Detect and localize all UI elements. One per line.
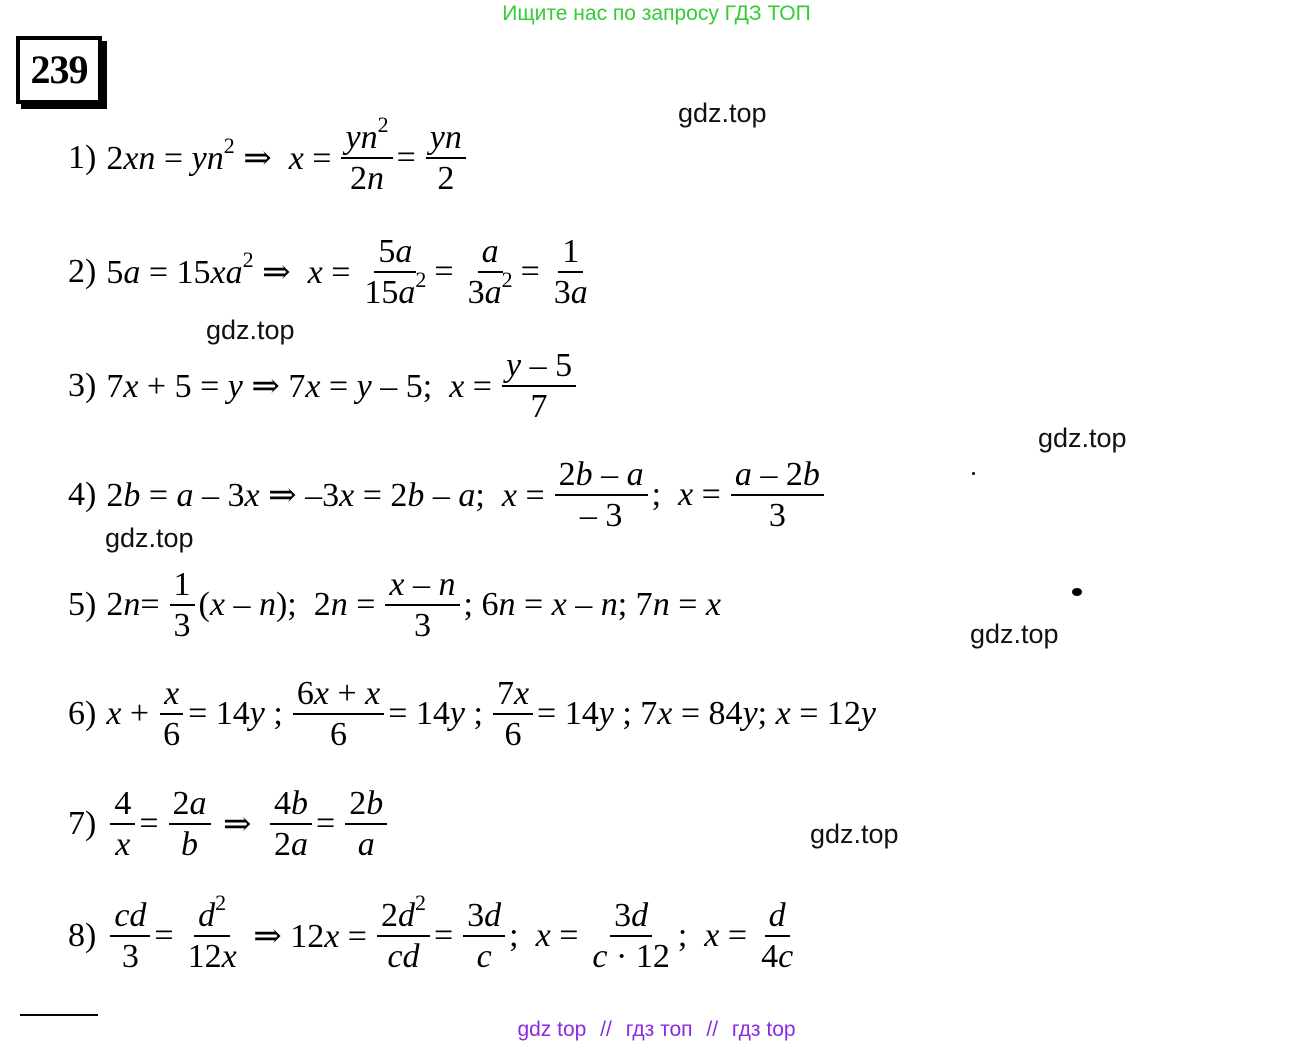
solution-line-3 bbox=[68, 346, 580, 426]
fraction: $\frac{5a}{15a^2}$ bbox=[364, 233, 427, 312]
solution-number: 6) bbox=[68, 695, 97, 733]
fraction: $\frac{4}{x}$ bbox=[110, 784, 135, 864]
fraction: $\frac{7x}{6}$ bbox=[493, 674, 533, 754]
fraction: $\frac{1}{3a}$ bbox=[553, 233, 588, 312]
footer-links bbox=[0, 1018, 1313, 1042]
solution-number: 1) bbox=[68, 139, 97, 177]
solution-line-1: 1) $2xn = yn^2$ ⇒ x = $\frac{yn^2}{2n}$ = $\frac{yn}{2}$ bbox=[68, 118, 470, 198]
watermark: gdz.top bbox=[105, 523, 194, 553]
fraction: $\frac{2b - a}{- 3}$ bbox=[555, 455, 648, 535]
solution-number: 3) bbox=[68, 367, 97, 405]
problem-number-box bbox=[16, 36, 102, 104]
problem-number: 239 bbox=[30, 47, 88, 92]
fraction: $\frac{2b}{a}$ bbox=[345, 784, 387, 864]
fraction: $\frac{a - 2b}{3}$ bbox=[731, 455, 824, 535]
fraction: $\frac{4b}{2a}$ bbox=[270, 784, 312, 864]
fraction: $\frac{d}{4c}$ bbox=[761, 897, 794, 976]
solution-number: 2) bbox=[68, 253, 97, 291]
watermark: gdz.top bbox=[1038, 423, 1127, 453]
watermark: gdz.top bbox=[678, 98, 767, 128]
fraction: $\frac{yn^2}{2n}$ bbox=[341, 118, 392, 198]
fraction: $\frac{2d^2}{cd}$ bbox=[377, 896, 430, 976]
fraction: $\frac{x - n}{3}$ bbox=[385, 565, 459, 645]
watermark: gdz.top bbox=[970, 619, 1059, 649]
solution-number: 7) bbox=[68, 805, 97, 843]
solution-number: 5) bbox=[68, 586, 97, 624]
scan-speck bbox=[1072, 588, 1082, 596]
footnote-rule bbox=[20, 1014, 98, 1016]
solution-line-2: 2) $5a = 15xa^2$ ⇒ x = $\frac{5a}{15a^2}$ = $\frac{a}{3a^2}$ = $\frac{1}{3a}$ bbox=[68, 232, 596, 312]
equation: $2xn = yn^2$ ⇒ x = bbox=[106, 133, 332, 178]
watermark: gdz.top bbox=[810, 819, 899, 849]
equation: 2n= bbox=[106, 586, 160, 624]
fraction: $\frac{6x + x}{6}$ bbox=[293, 674, 384, 754]
fraction: $\frac{d^2}{12x}$ bbox=[187, 890, 237, 976]
solution-line-7: 7) $\frac{4}{x}$ = $\frac{2a}{b}$ ⇒ $\frac{4b}{2a}$ = $\frac{2b}{a}$ bbox=[68, 784, 391, 864]
fraction: $\frac{y - 5}{7}$ bbox=[502, 346, 576, 426]
solution-number: 8) bbox=[68, 917, 97, 955]
equation: 7x + 5 = y ⇒ 7x = y – 5; x = bbox=[106, 368, 492, 406]
header-banner: Ищите нас по запросу ГДЗ ТОП bbox=[502, 2, 811, 25]
equation: 2b = a – 3x ⇒ –3x = 2b – a; x = bbox=[106, 477, 545, 515]
solution-line-5: 5) 2n= $\frac{1}{3}$ (x – n); 2n = $\frac{x - n}{3}$ ; 6n = x – n; 7n = x bbox=[68, 566, 721, 645]
fraction: $\frac{1}{3}$ bbox=[170, 565, 195, 645]
watermark: gdz.top bbox=[206, 315, 295, 345]
solution-line-4: 4) 2b = a – 3x ⇒ –3x = 2b – a; x = $\frac{2b - a}{- 3}$ ; x = $\frac{a - 2b}{3}$ bbox=[68, 455, 828, 535]
fraction: $\frac{2a}{b}$ bbox=[169, 784, 211, 864]
fraction: $\frac{cd}{3}$ bbox=[110, 896, 150, 976]
equation: x + bbox=[106, 695, 150, 733]
fraction: $\frac{yn}{2}$ bbox=[426, 118, 466, 198]
footer-separator: // bbox=[600, 1018, 612, 1041]
fraction: $\frac{a}{3a^2}$ bbox=[467, 233, 513, 312]
footer-separator: // bbox=[706, 1018, 719, 1041]
fraction: $\frac{3d}{c \cdot 12}$ bbox=[592, 897, 670, 976]
footer-link-gdz-top-mixed[interactable]: гдз top bbox=[731, 1018, 796, 1041]
fraction: $\frac{x}{6}$ bbox=[159, 674, 184, 754]
footer-link-gdz-top-ru[interactable]: гдз топ bbox=[625, 1018, 693, 1041]
fraction: $\frac{3d}{c}$ bbox=[463, 896, 505, 976]
equation: $5a = 15xa^2$ ⇒ x = bbox=[106, 247, 351, 292]
solution-line-8: 8) $\frac{cd}{3}$ = $\frac{d^2}{12x}$ ⇒ 12x = $\frac{2d^2}{cd}$ = $\frac{3d}{c}$ ; x = $\frac{3d}{c \cdot 12}$ ; x = $\frac{d}{4c}$ bbox=[68, 896, 801, 976]
solution-number: 4) bbox=[68, 476, 97, 514]
footer-link-gdz-top[interactable]: gdz top bbox=[517, 1018, 587, 1041]
scan-speck bbox=[972, 472, 975, 475]
solution-line-6: 6) x + $\frac{x}{6}$ = 14y ; $\frac{6x + x}{6}$ = 14y ; $\frac{7x}{6}$ = 14y ; 7x = 84y; x = 12y bbox=[68, 675, 876, 754]
